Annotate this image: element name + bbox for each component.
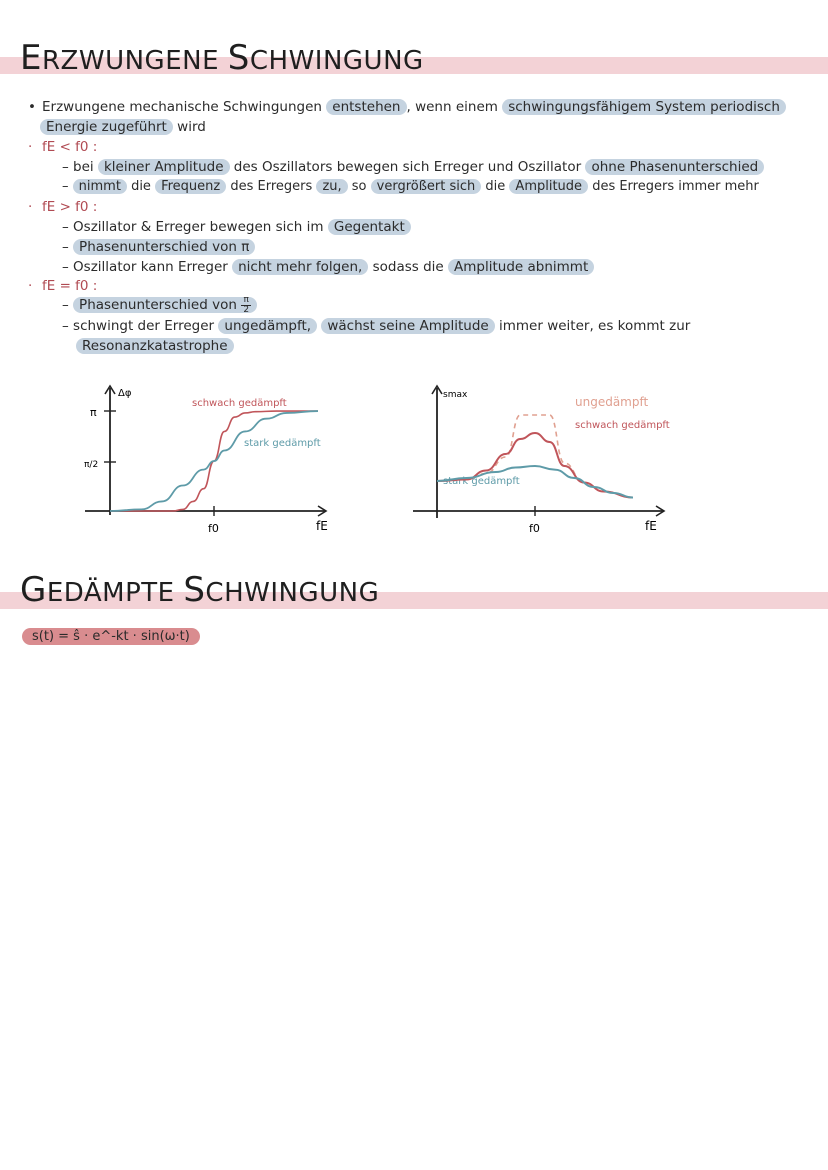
chart2-ylabel: smax — [443, 390, 468, 400]
chart2-label-undamped: ungedämpft — [575, 395, 649, 409]
chart2-label-weak: schwach gedämpft — [575, 420, 670, 431]
amplitude-chart — [405, 380, 690, 540]
chart2-xtick-label: f0 — [529, 522, 540, 535]
case3-item-2: – schwingt der Erreger ungedämpft, wächst seine Amplitude immer weiter, es kommt zur — [62, 318, 691, 334]
case3-label: · fE = f0 : — [28, 278, 98, 294]
chart1-xtick-label: f0 — [208, 522, 219, 535]
intro-line-2: Energie zugeführt wird — [40, 117, 206, 137]
chart1-xlabel: fE — [316, 519, 328, 533]
case2-label: · fE > f0 : — [28, 199, 98, 215]
chart1-ytick-pi: π — [90, 406, 97, 419]
damped-oscillation-formula: s(t) = ŝ · e^-kt · sin(ω·t) — [22, 628, 200, 645]
case1-item-1: – bei kleiner Amplitude des Oszillators bewegen sich Erreger und Oszillator ohne Phasenunterschied — [62, 157, 764, 177]
chart1-label-strong: stark gedämpft — [244, 438, 321, 449]
case1-label: · fE < f0 : — [28, 139, 98, 155]
case1-item-2: – nimmt die Frequenz des Erregers zu, so vergrößert sich die Amplitude des Erregers immer mehr — [62, 179, 759, 194]
phase-chart — [80, 380, 350, 540]
case3-item-2-cont: Resonanzkatastrophe — [76, 336, 234, 356]
chart1-ylabel: Δφ — [118, 388, 132, 399]
case3-item-1: – Phasenunterschied von $\frac{\pi}{2}$ — [62, 295, 257, 315]
case2-item-2: – Phasenunterschied von π — [62, 237, 255, 257]
section-title-damped-oscillation: GEDÄMPTE SCHWINGUNG — [20, 570, 380, 610]
chart1-series-1-line — [110, 411, 318, 511]
pi-half-fraction: $\frac{\pi}{2}$ — [241, 296, 251, 315]
chart1-label-weak: schwach gedämpft — [192, 398, 287, 409]
chart2-xlabel: fE — [645, 519, 657, 533]
section-title-forced-oscillation: ERZWUNGENE SCHWINGUNG — [20, 38, 424, 78]
intro-line-1: • Erzwungene mechanische Schwingungen entstehen , wenn einem schwingungsfähigem System periodisch — [28, 97, 786, 117]
case2-item-1: – Oszillator & Erreger bewegen sich im Gegentakt — [62, 217, 411, 237]
chart2-label-strong: stark gedämpft — [443, 476, 520, 487]
chart1-ytick-pi-half: π/2 — [84, 460, 99, 470]
case2-item-3: – Oszillator kann Erreger nicht mehr folgen, sodass die Amplitude abnimmt — [62, 257, 594, 277]
